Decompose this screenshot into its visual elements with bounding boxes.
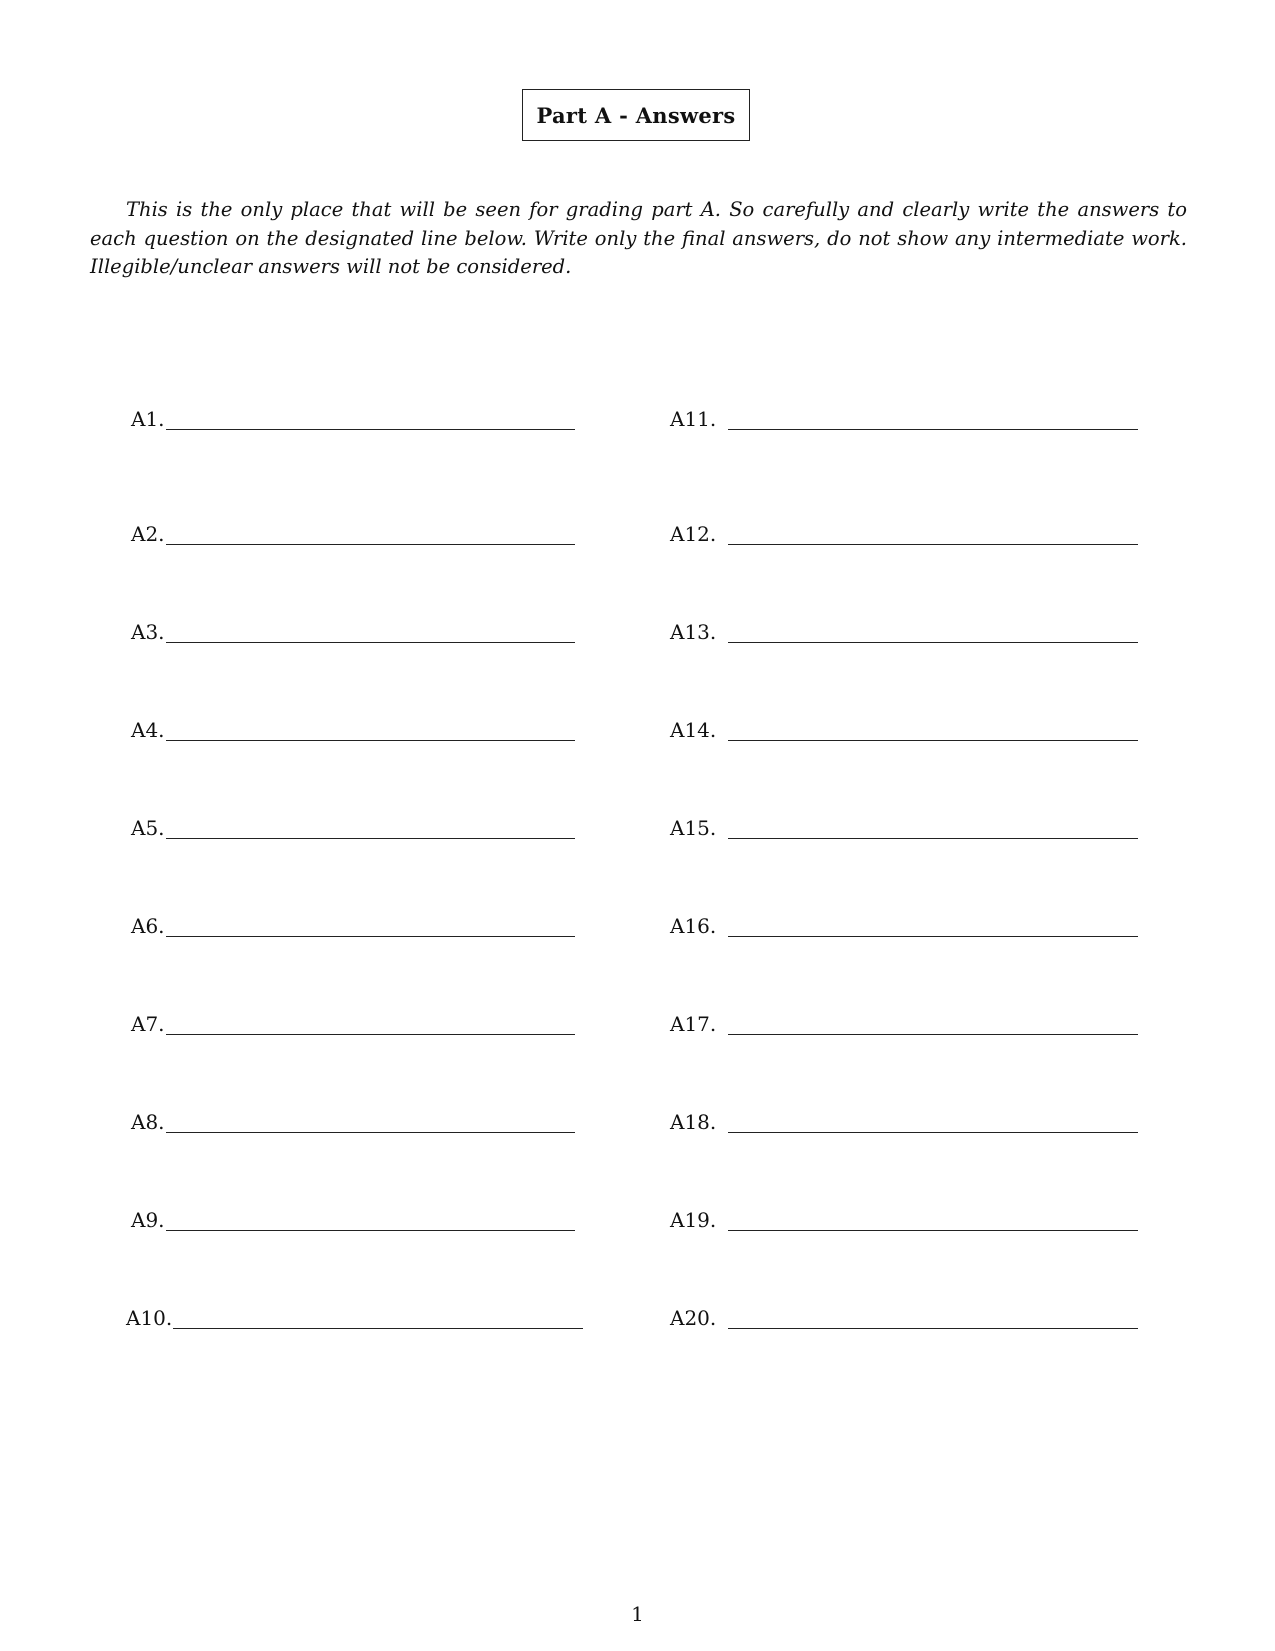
answer-label: A12.	[670, 522, 717, 546]
answer-line[interactable]	[728, 429, 1138, 430]
answer-line[interactable]	[166, 429, 575, 430]
answer-label: A10.	[126, 1306, 173, 1330]
answer-line[interactable]	[166, 642, 575, 643]
answer-label: A2.	[131, 522, 165, 546]
answer-label: A5.	[131, 816, 165, 840]
answer-label: A4.	[131, 718, 165, 742]
answer-label: A17.	[670, 1012, 717, 1036]
answer-label: A15.	[670, 816, 717, 840]
answer-label: A8.	[131, 1110, 165, 1134]
answer-line[interactable]	[728, 544, 1138, 545]
answer-row	[670, 805, 1138, 839]
answer-line[interactable]	[728, 936, 1138, 937]
answer-row	[670, 609, 1138, 643]
answer-row	[131, 903, 575, 937]
answer-label: A1.	[131, 407, 165, 431]
answer-row	[126, 1295, 583, 1329]
answer-line[interactable]	[728, 740, 1138, 741]
answer-label: A6.	[131, 914, 165, 938]
answer-line[interactable]	[728, 642, 1138, 643]
page-number: 1	[631, 1602, 644, 1626]
answer-line[interactable]	[166, 1034, 575, 1035]
page-title-text: Part A - Answers	[536, 102, 736, 128]
answer-row	[670, 903, 1138, 937]
answer-label: A18.	[670, 1110, 717, 1134]
answer-row	[131, 1099, 575, 1133]
answer-label: A16.	[670, 914, 717, 938]
answer-row	[670, 1197, 1138, 1231]
answer-row	[670, 511, 1138, 545]
answer-label: A3.	[131, 620, 165, 644]
page-title	[522, 89, 750, 141]
answer-line[interactable]	[728, 1132, 1138, 1133]
answer-line[interactable]	[728, 1034, 1138, 1035]
instructions-paragraph: This is the only place that will be seen for grading part A. So carefully and clearly write the answers to each question on the designated line below. Write only the final answers, do not show any intermediate work. Illegible/unclear answers will not be considered.	[90, 198, 1187, 278]
answer-row	[131, 805, 575, 839]
answer-line[interactable]	[166, 544, 575, 545]
answer-row	[670, 1001, 1138, 1035]
answer-line[interactable]	[728, 1328, 1138, 1329]
answer-label: A14.	[670, 718, 717, 742]
answer-line[interactable]	[166, 1230, 575, 1231]
answer-row	[670, 1099, 1138, 1133]
answer-row	[670, 396, 1138, 430]
answer-label: A7.	[131, 1012, 165, 1036]
answer-label: A9.	[131, 1208, 165, 1232]
answer-row	[670, 707, 1138, 741]
answer-row	[131, 1001, 575, 1035]
answer-line[interactable]	[728, 1230, 1138, 1231]
answer-label: A19.	[670, 1208, 717, 1232]
answer-line[interactable]	[728, 838, 1138, 839]
answer-row	[131, 396, 575, 430]
answer-label: A20.	[670, 1306, 717, 1330]
answer-row	[670, 1295, 1138, 1329]
answer-line[interactable]	[166, 838, 575, 839]
answer-label: A13.	[670, 620, 717, 644]
answer-line[interactable]	[166, 936, 575, 937]
answer-line[interactable]	[173, 1328, 583, 1329]
answer-label: A11.	[670, 407, 717, 431]
answer-line[interactable]	[166, 1132, 575, 1133]
answer-row	[131, 609, 575, 643]
answer-line[interactable]	[166, 740, 575, 741]
answer-row	[131, 707, 575, 741]
answer-row	[131, 1197, 575, 1231]
answer-row	[131, 511, 575, 545]
